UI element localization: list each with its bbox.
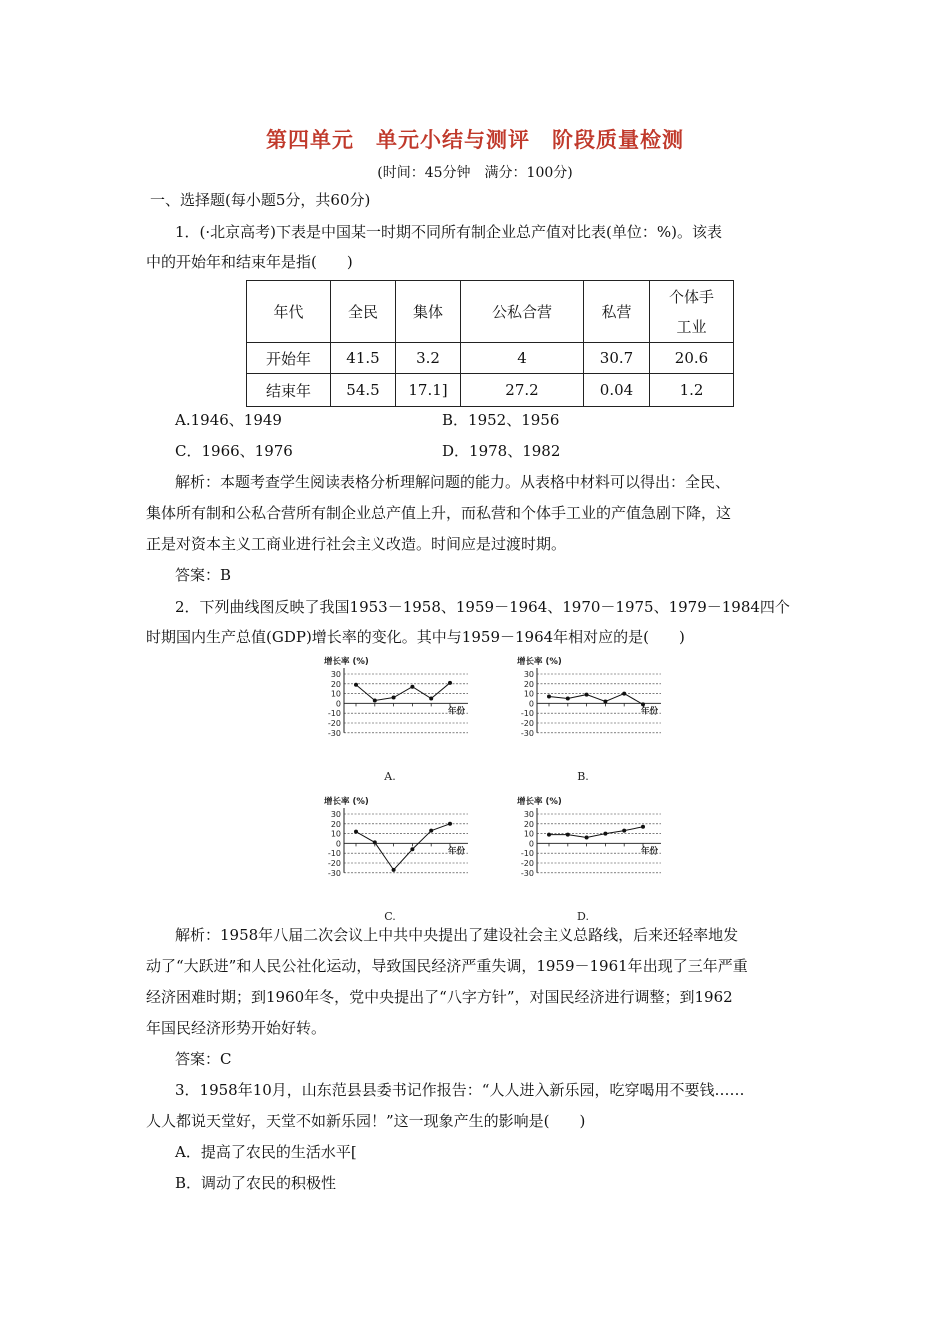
y-tick-label: -10: [520, 709, 534, 719]
chart-svg: [503, 652, 683, 782]
table-cell: 41.5: [331, 343, 396, 374]
y-axis-label: 增长率 (%): [517, 797, 562, 807]
series-line: [549, 827, 643, 838]
y-tick-label: -10: [520, 849, 534, 859]
y-tick-label: 10: [523, 689, 534, 699]
q1-option-b: B．1952、1956: [442, 411, 560, 429]
table-row: [247, 343, 734, 374]
table-cell: 开始年: [247, 343, 331, 374]
table-header-line: 工业: [676, 317, 707, 336]
table-header-cell: 集体: [396, 281, 461, 343]
q1-option-c: C．1966、1976: [175, 442, 293, 460]
table-header-line: 个体手: [668, 287, 714, 306]
data-point: [641, 825, 645, 829]
q1-stem-line2: 中的开始年和结束年是指( ): [146, 253, 353, 271]
data-point: [354, 830, 358, 834]
q1-option-a: A.1946、1949: [175, 411, 282, 429]
table-header-row: [247, 281, 734, 343]
chart-c: [310, 792, 490, 922]
data-point: [566, 697, 570, 701]
data-point: [585, 693, 589, 697]
data-point: [622, 829, 626, 833]
data-point: [585, 836, 589, 840]
series-line: [549, 694, 643, 705]
table-cell: 结束年: [247, 374, 331, 407]
chart-label: C.: [384, 910, 396, 922]
chart-b: [503, 652, 683, 782]
q1-option-d: D．1978、1982: [442, 442, 561, 460]
data-point: [410, 847, 414, 851]
y-tick-label: 20: [523, 819, 534, 829]
y-tick-label: -30: [520, 868, 534, 878]
y-axis-label: 增长率 (%): [324, 797, 369, 807]
q2-analysis-line4: 年国民经济形势开始好转。: [146, 1019, 327, 1037]
y-tick-label: -20: [520, 719, 534, 728]
section-heading: 一、选择题(每小题5分，共60分): [150, 191, 371, 209]
data-point: [547, 833, 551, 837]
y-tick-label: 0: [528, 839, 534, 849]
y-tick-label: 0: [528, 699, 534, 709]
chart-a: [310, 652, 490, 782]
y-tick-label: 30: [330, 670, 341, 679]
table-header-cell: 公私合营: [461, 281, 584, 343]
data-point: [603, 699, 607, 703]
y-tick-label: 0: [335, 699, 341, 709]
y-axis-label: 增长率 (%): [517, 657, 562, 667]
y-tick-label: -30: [327, 728, 341, 738]
table-header-cell: [650, 281, 734, 343]
q1-analysis-line3: 正是对资本主义工商业进行社会主义改造。时间应是过渡时期。: [146, 535, 567, 553]
data-point: [603, 832, 607, 836]
table-cell: 1.2: [650, 374, 734, 407]
y-tick-label: -10: [327, 849, 341, 859]
y-tick-label: 30: [330, 810, 341, 819]
x-axis-label: 年份: [641, 706, 659, 717]
q3-option-b: B．调动了农民的积极性: [175, 1174, 337, 1192]
y-tick-label: -20: [520, 859, 534, 868]
y-tick-label: 30: [523, 670, 534, 679]
y-tick-label: 0: [335, 839, 341, 849]
data-point: [373, 840, 377, 844]
page-title: 第四单元 单元小结与测评 阶段质量检测: [266, 127, 684, 152]
data-point: [566, 833, 570, 837]
data-point: [429, 829, 433, 833]
data-point: [392, 868, 396, 872]
table-header-cell: 全民: [331, 281, 396, 343]
q2-stem-line2: 时期国内生产总值(GDP)增长率的变化。其中与1959－1964年相对应的是( ): [146, 628, 685, 646]
y-tick-label: 10: [330, 689, 341, 699]
data-point: [429, 697, 433, 701]
y-tick-label: 10: [330, 829, 341, 839]
q2-analysis-line3: 经济困难时期；到1960年冬，党中央提出了“八字方针”，对国民经济进行调整；到1962: [146, 988, 733, 1006]
y-tick-label: -20: [327, 859, 341, 868]
page-subtitle: (时间：45分钟 满分：100分): [377, 165, 573, 181]
y-tick-label: -30: [520, 728, 534, 738]
q1-analysis-line1: 解析：本题考查学生阅读表格分析理解问题的能力。从表格中材料可以得出：全民、: [175, 473, 731, 491]
y-tick-label: 20: [330, 679, 341, 689]
q2-stem-line1: 2．下列曲线图反映了我国1953－1958、1959－1964、1970－1975、1979－1984四个: [175, 598, 790, 616]
data-point: [641, 702, 645, 706]
table-cell: 17.1]: [396, 374, 461, 407]
q2-analysis-line2: 动了“大跃进”和人民公社化运动，导致国民经济严重失调，1959－1961年出现了三年严重: [146, 957, 748, 975]
data-point: [622, 692, 626, 696]
table-row: [247, 374, 734, 407]
chart-label: D.: [577, 910, 589, 922]
table-cell: 54.5: [331, 374, 396, 407]
y-tick-label: -20: [327, 719, 341, 728]
data-point: [392, 696, 396, 700]
q1-stem-line1: 1．(·北京高考)下表是中国某一时期不同所有制企业总产值对比表(单位：%)。该表: [175, 223, 722, 241]
chart-svg: [503, 792, 683, 922]
data-point: [448, 681, 452, 685]
x-axis-label: 年份: [641, 846, 659, 857]
y-tick-label: 20: [330, 819, 341, 829]
table-cell: 0.04: [584, 374, 650, 407]
data-point: [547, 695, 551, 699]
y-tick-label: -30: [327, 868, 341, 878]
y-tick-label: 30: [523, 810, 534, 819]
data-point: [448, 822, 452, 826]
x-axis-label: 年份: [448, 846, 466, 857]
table-cell: 30.7: [584, 343, 650, 374]
q1-analysis-line2: 集体所有制和公私合营所有制企业总产值上升，而私营和个体手工业的产值急剧下降，这: [146, 504, 732, 522]
table-cell: 4: [461, 343, 584, 374]
q3-stem-line2: 人人都说天堂好，天堂不如新乐园！”这一现象产生的影响是( ): [146, 1112, 586, 1130]
chart-label: A.: [384, 770, 396, 782]
y-tick-label: 20: [523, 679, 534, 689]
y-tick-label: -10: [327, 709, 341, 719]
q2-answer: 答案：C: [175, 1050, 232, 1068]
q3-stem-line1: 3．1958年10月，山东范县县委书记作报告：“人人进入新乐园，吃穿喝用不要钱……: [175, 1081, 745, 1099]
q2-analysis-line1: 解析：1958年八届二次会议上中共中央提出了建设社会主义总路线，后来还轻率地发: [175, 926, 739, 944]
data-point: [373, 698, 377, 702]
chart-label: B.: [577, 770, 589, 782]
series-line: [356, 683, 450, 701]
table-cell: 27.2: [461, 374, 584, 407]
table-header-cell: 年代: [247, 281, 331, 343]
chart-svg: [310, 792, 490, 922]
chart-d: [503, 792, 683, 922]
q3-option-a: A．提高了农民的生活水平[: [175, 1143, 357, 1161]
chart-svg: [310, 652, 490, 782]
q1-table: [246, 280, 734, 407]
y-tick-label: 10: [523, 829, 534, 839]
data-point: [354, 683, 358, 687]
q1-answer: 答案：B: [175, 566, 232, 584]
y-axis-label: 增长率 (%): [324, 657, 369, 667]
table-cell: 20.6: [650, 343, 734, 374]
table-header-cell: 私营: [584, 281, 650, 343]
x-axis-label: 年份: [448, 706, 466, 717]
data-point: [410, 685, 414, 689]
table-cell: 3.2: [396, 343, 461, 374]
